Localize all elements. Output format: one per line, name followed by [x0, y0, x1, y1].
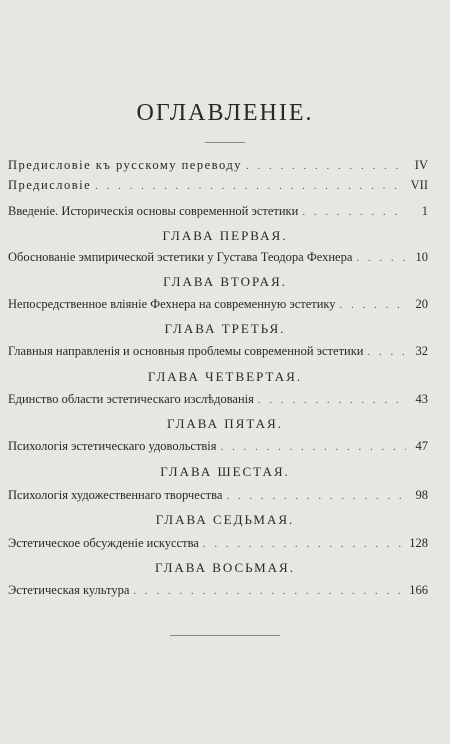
chapter-heading: ГЛАВА ЧЕТВЕРТАЯ.: [147, 369, 303, 384]
toc-entry-label: Эстетическая культура: [8, 583, 130, 597]
chapter-heading: ГЛАВА ПЯТАЯ.: [167, 416, 283, 431]
toc-entry-label: Обоснованіе эмпирической эстетики у Густава Теодора Фехнера: [8, 250, 353, 264]
toc-entry-label: Предисловіе къ русскому переводу: [8, 158, 242, 172]
toc-entry-page: 10: [415, 250, 428, 264]
toc-entry-page: 20: [415, 297, 428, 311]
toc-entry-page: 1: [421, 204, 428, 218]
chapter-heading: ГЛАВА ШЕСТАЯ.: [160, 464, 290, 479]
dot-leader: [133, 585, 405, 597]
toc-entry-page: VII: [410, 178, 428, 192]
toc-entry-page: IV: [414, 158, 428, 172]
bottom-divider: [170, 635, 280, 636]
toc-entry-label: Психологія художественнаго творчества: [8, 488, 223, 502]
toc-entry: [8, 439, 428, 457]
dot-leader: [221, 441, 406, 453]
chapter-heading: ГЛАВА ВТОРАЯ.: [163, 274, 287, 289]
toc-entry-label: Единство области эстетическаго изслѣдованія: [8, 392, 254, 406]
toc-entry-label: Главныя направленія и основныя проблемы современной эстетики: [8, 344, 364, 358]
toc-entry-page: 128: [409, 536, 428, 550]
chapter-heading: ГЛАВА СЕДЬМАЯ.: [155, 512, 295, 527]
chapter-heading: ГЛАВА ПЕРВАЯ.: [162, 228, 288, 243]
toc-entry: [8, 204, 428, 222]
dot-leader: [203, 538, 405, 550]
toc-entry: [8, 178, 428, 196]
chapter-heading: ГЛАВА ВОСЬМАЯ.: [155, 560, 295, 575]
chapter-heading: ГЛАВА ТРЕТЬЯ.: [164, 321, 286, 336]
toc-entry: [8, 392, 428, 410]
toc-entry-page: 98: [415, 488, 428, 502]
page-title: ОГЛАВЛЕНІЕ.: [136, 100, 314, 126]
toc-entry: [8, 488, 428, 506]
toc-entry-label: Эстетическое обсужденіе искусства: [8, 536, 199, 550]
toc-entry: [8, 583, 428, 601]
toc-entry-label: Предисловіе: [8, 178, 92, 192]
dot-leader: [95, 180, 406, 192]
toc-entry: [8, 297, 428, 315]
dot-leader: [356, 252, 406, 264]
toc-entry: [8, 250, 428, 268]
toc-entry: [8, 344, 428, 362]
toc-entry-page: 32: [415, 344, 428, 358]
dot-leader: [246, 160, 406, 172]
title-divider: [205, 142, 245, 143]
dot-leader: [258, 394, 406, 406]
toc-entry: [8, 536, 428, 554]
toc-entry-label: Введеніе. Историческія основы современной эстетики: [8, 204, 299, 218]
toc-entry: [8, 158, 428, 176]
toc-entry-page: 43: [415, 392, 428, 406]
toc-entry-page: 166: [409, 583, 428, 597]
dot-leader: [340, 299, 406, 311]
toc-entry-label: Психологія эстетическаго удовольствія: [8, 439, 217, 453]
toc-entry-label: Непосредственное вліяніе Фехнера на современную эстетику: [8, 297, 336, 311]
dot-leader: [226, 490, 406, 502]
dot-leader: [302, 206, 406, 218]
dot-leader: [367, 346, 406, 358]
toc-entry-page: 47: [415, 439, 428, 453]
